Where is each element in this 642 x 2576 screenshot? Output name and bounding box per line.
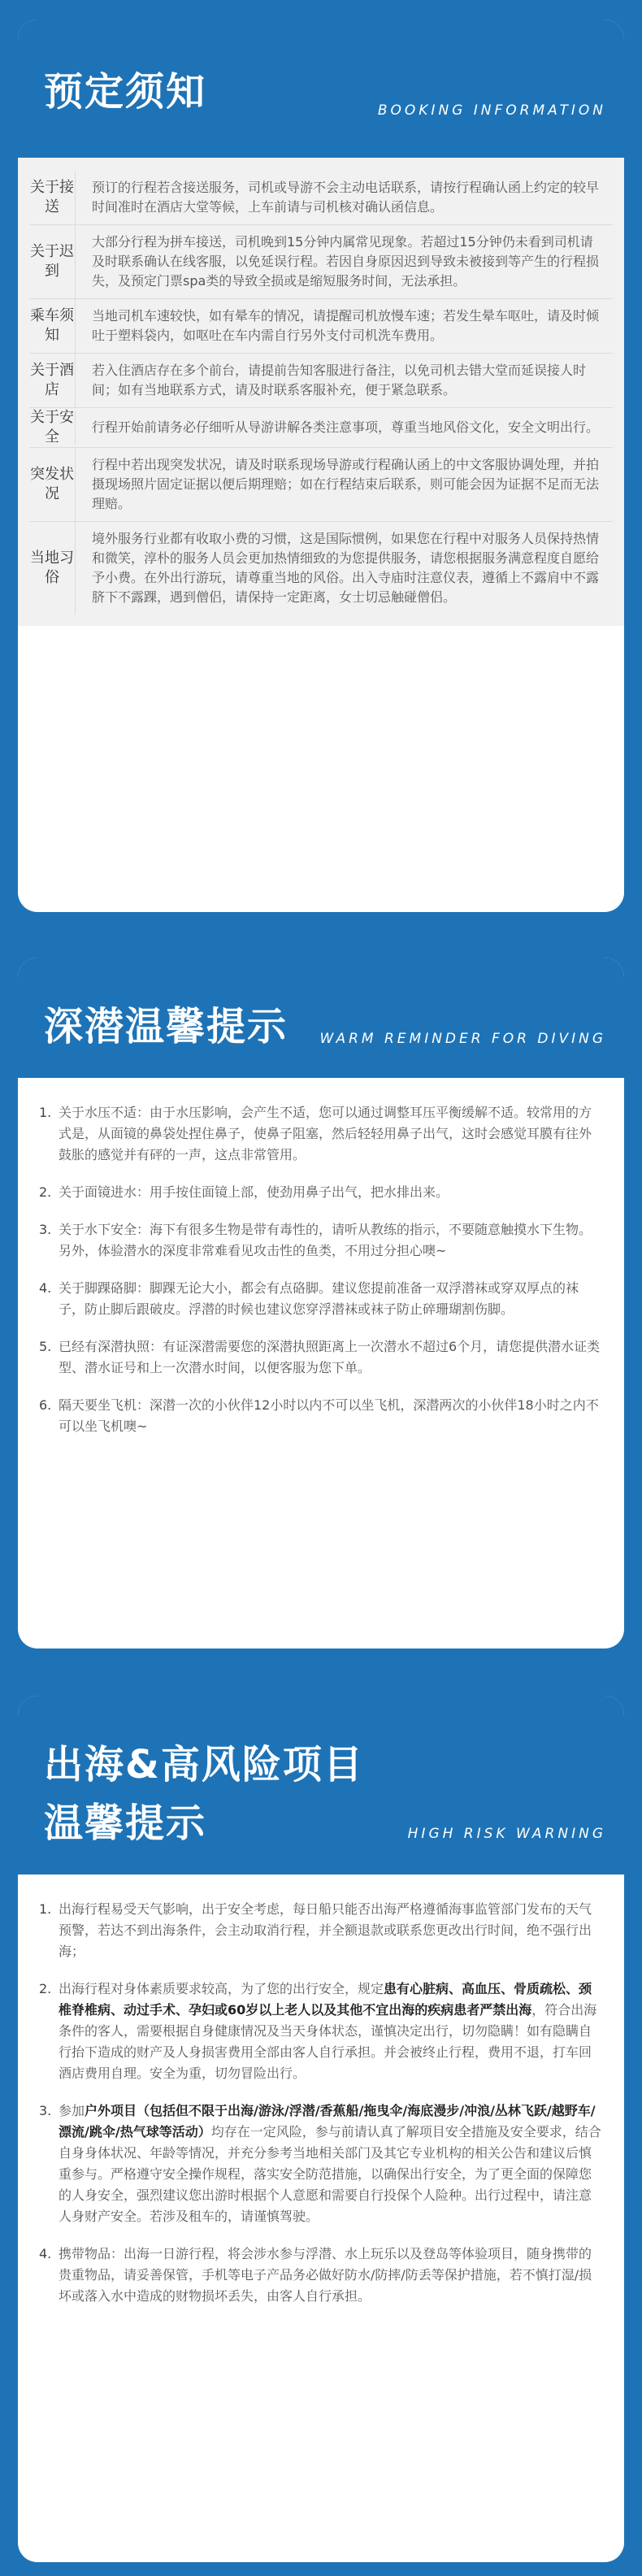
booking-row <box>29 225 613 299</box>
item-text-bold: 户外项目（包括但不限于出海/游泳/浮潜/香蕉船/拖曳伞/海底漫步/冲浪/丛林飞跃/越野车/漂流/跳伞/热气球等活动） <box>59 2103 596 2139</box>
item-text: 关于面镜进水：用手按住面镜上部，使劲用鼻子出气，把水排出来。 <box>59 1184 449 1200</box>
booking-row <box>29 171 613 225</box>
item-number: 6. <box>39 1397 52 1413</box>
row-text: 大部分行程为拼车接送，司机晚到15分钟内属常见现象。若超过15分钟仍未看到司机请及时联系确认在线客服，以免延误行程。若因自身原因迟到导致未被接到等产生的行程损失，及预定门票spa类的导致全损或是缩短服务时间，无法承担。 <box>75 225 613 298</box>
item-text: 关于水压不适：由于水压影响，会产生不适，您可以通过调整耳压平衡缓解不适。较常用的方式是，从面镜的鼻袋处捏住鼻子，使鼻子阻塞，然后轻轻用鼻子出气，这时会感觉耳膜有往外鼓胀的感觉并有砰的一声，这点非常管用。 <box>59 1105 592 1162</box>
booking-card <box>18 20 624 912</box>
item-text: 隔天要坐飞机：深潜一次的小伙伴12小时以内不可以坐飞机，深潜两次的小伙伴18小时之内不可以坐飞机噢~ <box>59 1397 599 1434</box>
item-text-part: 参加 <box>59 2103 85 2118</box>
row-label: 关于安全 <box>30 409 74 445</box>
row-label: 关于迟到 <box>30 243 74 280</box>
diving-header <box>18 958 624 1078</box>
item-number: 2. <box>39 1184 52 1200</box>
item-text: 已经有深潜执照：有证深潜需要您的深潜执照距离上一次潜水不超过6个月，请您提供潜水证类型、潜水证号和上一次潜水时间，以便客服为您下单。 <box>59 1339 601 1375</box>
diving-title: 深潜温馨提示 <box>44 1004 288 1049</box>
booking-row <box>29 522 613 615</box>
booking-title: 预定须知 <box>44 69 207 115</box>
diving-card <box>18 958 624 1649</box>
booking-row <box>29 408 613 448</box>
row-label: 当地习俗 <box>30 550 74 586</box>
list-item <box>39 1219 603 1262</box>
diving-list <box>18 1078 624 1475</box>
list-item <box>39 1899 603 1962</box>
item-number: 4. <box>39 1280 52 1296</box>
item-text <box>59 1979 603 2084</box>
item-number: 4. <box>39 2246 52 2261</box>
booking-table <box>18 158 624 626</box>
item-number: 1. <box>39 1901 52 1917</box>
risk-subtitle: HIGH RISK WARNING <box>407 1826 606 1842</box>
item-text: 关于脚踝硌脚：脚踝无论大小，都会有点硌脚。建议您提前准备一双浮潜袜或穿双厚点的袜子，防止脚后跟破皮。浮潜的时候也建议您穿浮潜袜或袜子防止碎珊瑚割伤脚。 <box>59 1280 579 1317</box>
item-text-part: 出海行程对身体素质要求较高，为了您的出行安全，规定 <box>59 1981 384 1996</box>
item-text <box>59 2100 603 2227</box>
item-number: 3. <box>39 1222 52 1237</box>
risk-card <box>18 1696 624 2562</box>
booking-subtitle: BOOKING INFORMATION <box>377 102 606 119</box>
row-label: 突发状况 <box>30 466 74 502</box>
item-text-bold: 患有心脏病、高血压、骨质疏松、颈椎脊椎病、动过手术、孕妇或60岁以上老人以及其他不宜出海的疾病患者严禁出海 <box>59 1981 592 2018</box>
row-text: 若入住酒店存在多个前台，请提前告知客服进行备注，以免司机去错大堂而延误接人时间；如有当地联系方式，请及时联系客服补充，便于紧急联系。 <box>75 354 613 407</box>
diving-subtitle: WARM REMINDER FOR DIVING <box>319 1031 606 1047</box>
risk-list <box>18 1874 624 2344</box>
item-number: 2. <box>39 1981 52 1996</box>
item-text-part: 均存在一定风险，参与前请认真了解项目安全措施及安全要求，结合自身身体状况、年龄等情况，并充分参考当地相关部门及其它专业机构的相关公告和建议后慎重参与。严格遵守安全操作规程，落实安全防范措施，以确保出行安全，为了更全面的保障您的人身安全，强烈建议您出游时根据个人意愿和需要自行投保个人险种。出行过程中，请注意人身财产安全。若涉及租车的，请谨慎驾驶。 <box>59 2124 601 2224</box>
row-text: 预订的行程若含接送服务，司机或导游不会主动电话联系，请按行程确认函上约定的较早时间准时在酒店大堂等候，上车前请与司机核对确认函信息。 <box>75 171 613 224</box>
risk-title-line2: 温馨提示 <box>44 1801 207 1846</box>
row-label: 关于接送 <box>30 179 74 215</box>
row-text: 境外服务行业都有收取小费的习惯，这是国际惯例，如果您在行程中对服务人员保持热情和微笑，淳朴的服务人员会更加热情细致的为您提供服务，请您根据服务满意程度自愿给予小费。在外出行游玩，请尊重当地的风俗。出入寺庙时注意仪表，遵循上不露肩中不露脐下不露踝，遇到僧侣，请保持一定距离，女士切忌触碰僧侣。 <box>75 522 613 615</box>
item-number: 3. <box>39 2103 52 2118</box>
risk-header <box>18 1696 624 1874</box>
booking-row <box>29 448 613 522</box>
row-text: 当地司机车速较快，如有晕车的情况，请提醒司机放慢车速；若发生晕车呕吐，请及时倾吐于塑料袋内，如呕吐在车内需自行另外支付司机洗车费用。 <box>75 299 613 353</box>
list-item <box>39 1336 603 1379</box>
row-label: 乘车须知 <box>30 307 74 344</box>
booking-header <box>18 20 624 158</box>
booking-row <box>29 299 613 354</box>
row-label: 关于酒店 <box>30 362 74 398</box>
list-item <box>39 1102 603 1166</box>
item-text: 关于水下安全：海下有很多生物是带有毒性的，请听从教练的指示，不要随意触摸水下生物。另外，体验潜水的深度非常难看见攻击性的鱼类，不用过分担心噢~ <box>59 1222 592 1258</box>
list-item <box>39 1395 603 1437</box>
list-item <box>39 1979 603 2084</box>
booking-row <box>29 354 613 408</box>
item-text-part: ，符合出海条件的客人，需要根据自身健康情况及当天身体状态，谨慎决定出行，切勿隐瞒！如有隐瞒自行抬下造成的财产及人身损害费用全部由客人自行承担。并会被终止行程，费用不退，打车回酒店费用自理。安全为重，切勿冒险出行。 <box>59 2002 597 2081</box>
list-item <box>39 2100 603 2227</box>
row-text: 行程开始前请务必仔细听从导游讲解各类注意事项，尊重当地风俗文化，安全文明出行。 <box>75 411 613 445</box>
item-text: 携带物品：出海一日游行程，将会涉水参与浮潜、水上玩乐以及登岛等体验项目，随身携带的贵重物品，请妥善保管，手机等电子产品务必做好防水/防摔/防丢等保护措施，若不慎打湿/损坏或落入水中造成的财物损坏丢失，由客人自行承担。 <box>59 2246 592 2304</box>
list-item <box>39 1278 603 1320</box>
item-number: 5. <box>39 1339 52 1354</box>
item-text: 出海行程易受天气影响，出于安全考虑，每日船只能否出海严格遵循海事监管部门发布的天气预警，若达不到出海条件，会主动取消行程，并全额退款或联系您更改出行时间，绝不强行出海； <box>59 1901 592 1959</box>
row-text: 行程中若出现突发状况，请及时联系现场导游或行程确认函上的中文客服协调处理，并拍摄现场照片固定证据以便后期理赔；如在行程结束后联系，则可能会因为证据不足而无法理赔。 <box>75 448 613 521</box>
item-number: 1. <box>39 1105 52 1120</box>
list-item <box>39 1182 603 1203</box>
risk-title-line1: 出海&高风险项目 <box>44 1742 364 1788</box>
list-item <box>39 2244 603 2307</box>
